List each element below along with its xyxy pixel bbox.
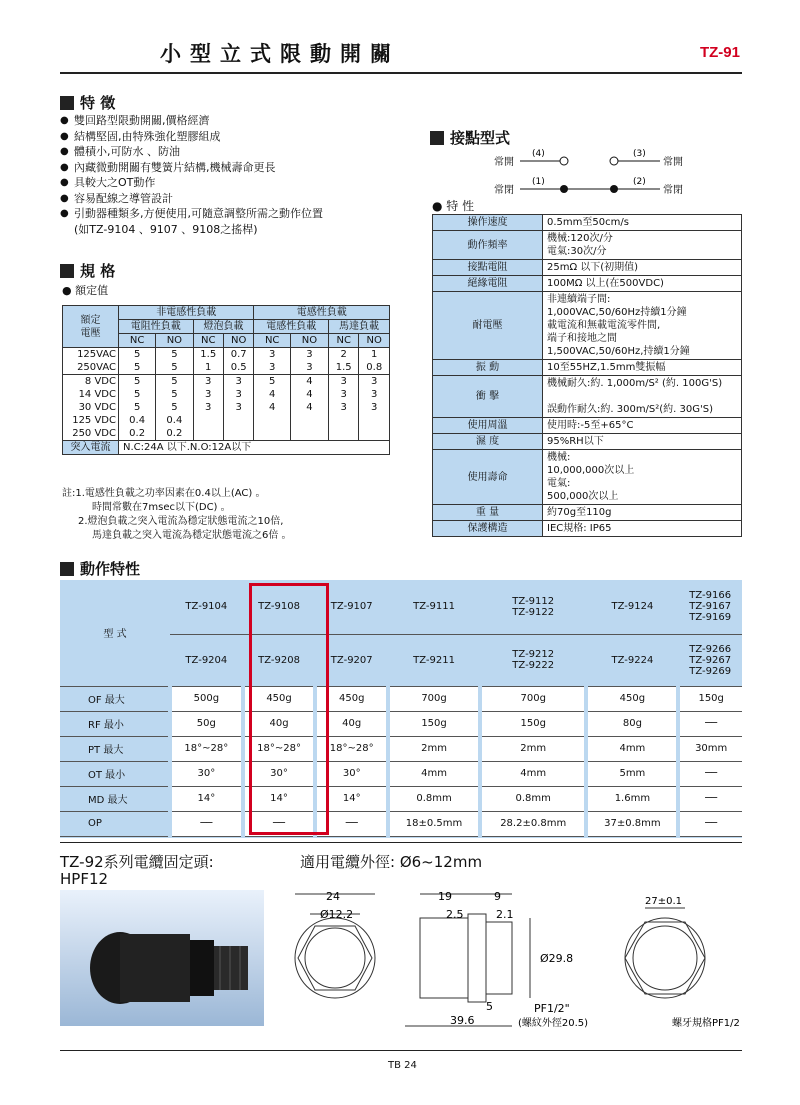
nc-header: NC (254, 334, 290, 348)
spec-value: IEC規格: IP65 (543, 521, 742, 537)
current-cell: 3 (223, 401, 253, 414)
cable-gland-icon (60, 890, 264, 1026)
spec-key: 衝 擊 (433, 376, 543, 418)
current-cell: 3 (254, 361, 290, 375)
dim-24: 24 (326, 890, 340, 903)
action-value: 5mm (586, 761, 678, 786)
rating-row (63, 348, 390, 362)
action-value: 30° (243, 761, 316, 786)
action-value: 700g (388, 686, 480, 711)
model-cell: TZ-9266 TZ-9267 TZ-9269 (678, 634, 742, 686)
model-cell: TZ-9111 (388, 580, 480, 634)
cable-gland-photo (60, 890, 264, 1026)
spec-value: 95%RH以下 (543, 434, 742, 450)
action-row (60, 711, 742, 736)
contact-nc-right: 常閉 (663, 185, 683, 196)
action-value: 14° (170, 786, 243, 811)
spec-key: 重 量 (433, 505, 543, 521)
action-value: 0.8mm (480, 786, 586, 811)
spec-row (433, 360, 742, 376)
voltage-cell: 125VAC (63, 348, 119, 362)
spec-key: 振 動 (433, 360, 543, 376)
voltage-cell: 250VAC (63, 361, 119, 375)
current-cell: 5 (119, 388, 156, 401)
action-value: 700g (480, 686, 586, 711)
dim-39-6: 39.6 (450, 1014, 475, 1027)
action-param: OP (60, 811, 170, 836)
current-cell: 5 (119, 361, 156, 375)
current-cell (328, 414, 358, 427)
action-row (60, 761, 742, 786)
nc-header: NC (193, 334, 223, 348)
spec-key: 濕 度 (433, 434, 543, 450)
dim-9: 9 (494, 890, 501, 903)
model-cell: TZ-9112 TZ-9122 (480, 580, 586, 634)
lamp-header: 燈泡負載 (193, 320, 254, 334)
nc-header: NC (119, 334, 156, 348)
current-cell: 2 (328, 348, 358, 362)
current-cell: 0.8 (359, 361, 390, 375)
action-value: 1.6mm (586, 786, 678, 811)
current-cell: 0.2 (119, 427, 156, 441)
action-value: 28.2±0.8mm (480, 811, 586, 836)
spec-value: 非連續端子間: 1,000VAC,50/60Hz持續1分鐘 載電流和無載電流零件間, 端子和接地之間 1,500VAC,50/60Hz,持續1分鐘 (543, 292, 742, 360)
spec-key: 動作頻率 (433, 231, 543, 260)
rating-row (63, 401, 390, 414)
feature-item: ● 內藏微動開關有雙簧片結構,機械壽命更長 (60, 160, 420, 176)
action-row (60, 811, 742, 836)
action-value: 37±0.8mm (586, 811, 678, 836)
note-2: 2.燈泡負載之突入電流為穩定狀態電流之10倍, (78, 516, 284, 527)
spec-row (433, 521, 742, 537)
spec-value: 25mΩ 以下(初期值) (543, 260, 742, 276)
current-cell: 5 (156, 388, 193, 401)
nc-header: NC (328, 334, 358, 348)
no-header: NO (223, 334, 253, 348)
inrush-value: N.C:24A 以下.N.O:12A以下 (119, 441, 390, 455)
action-value: 18±0.5mm (388, 811, 480, 836)
rating-row (63, 361, 390, 375)
spec-key: 接點電阻 (433, 260, 543, 276)
spec-row (433, 434, 742, 450)
note-1: 註:1.電感性負載之功率因素在0.4以上(AC) 。 (62, 488, 266, 499)
action-value: 150g (480, 711, 586, 736)
action-value: 4mm (586, 736, 678, 761)
current-cell: 0.2 (156, 427, 193, 441)
spec-key: 操作速度 (433, 215, 543, 231)
feature-item-cont: (如TZ-9104 、9107 、9108之搖桿) (74, 222, 258, 236)
current-cell: 5 (156, 375, 193, 389)
current-cell: 3 (193, 375, 223, 389)
action-param: MD 最大 (60, 786, 170, 811)
current-cell: 3 (328, 388, 358, 401)
current-cell: 3 (193, 401, 223, 414)
action-value: 80g (586, 711, 678, 736)
highlight-box (249, 583, 329, 835)
features-list (60, 113, 420, 237)
voltage-cell: 30 VDC (63, 401, 119, 414)
action-value: ── (315, 811, 388, 836)
action-param: PT 最大 (60, 736, 170, 761)
current-cell (223, 414, 253, 427)
action-value: 18°~28° (315, 736, 388, 761)
current-cell: 1 (359, 348, 390, 362)
current-cell: 0.4 (119, 414, 156, 427)
current-cell: 5 (156, 361, 193, 375)
dim-29-8: Ø29.8 (540, 952, 574, 965)
spec-value: 機械耐久:約. 1,000m/S² (約. 100G'S) 誤動作耐久:約. 300m/S²(約. 30G'S) (543, 376, 742, 418)
no-header: NO (290, 334, 328, 348)
model-cell: TZ-9208 (243, 634, 316, 686)
current-cell: 3 (328, 401, 358, 414)
spec-value: 機械: 10,000,000次以上 電氣: 500,000次以上 (543, 450, 742, 505)
current-cell (254, 414, 290, 427)
contact-heading: 接點型式 (430, 127, 510, 148)
current-cell: 4 (290, 401, 328, 414)
action-value: 14° (243, 786, 316, 811)
action-value: ── (678, 711, 742, 736)
current-cell: 3 (359, 401, 390, 414)
feature-item: ● 體積小,可防水 、防油 (60, 144, 420, 160)
type-label: 型 式 (60, 580, 170, 686)
spec-value: 機械:120次/分 電氣:30次/分 (543, 231, 742, 260)
action-value: 4mm (480, 761, 586, 786)
action-value: 30° (170, 761, 243, 786)
action-value: 2mm (480, 736, 586, 761)
page-number: TB 24 (388, 1060, 417, 1071)
current-cell: 5 (156, 401, 193, 414)
spec-value: 0.5mm至50cm/s (543, 215, 742, 231)
current-cell: 4 (254, 401, 290, 414)
rating-notes (62, 487, 292, 543)
action-value: 14° (315, 786, 388, 811)
model-cell: TZ-9108 (243, 580, 316, 634)
dim-thread: (螺紋外徑20.5) (518, 1018, 589, 1029)
spec-value: 10至55HZ,1.5mm雙振幅 (543, 360, 742, 376)
terminal-1: (1) (532, 177, 545, 187)
spec-table (432, 214, 742, 537)
model-cell: TZ-9124 (586, 580, 678, 634)
spec-key: 使用周溫 (433, 418, 543, 434)
current-cell: 3 (359, 388, 390, 401)
voltage-cell: 14 VDC (63, 388, 119, 401)
cable-drawings (290, 886, 760, 1036)
model-cell: TZ-9104 (170, 580, 243, 634)
current-cell (290, 427, 328, 441)
spec-key: 保護構造 (433, 521, 543, 537)
action-value: 450g (586, 686, 678, 711)
action-value: 30mm (678, 736, 742, 761)
current-cell: 4 (254, 388, 290, 401)
current-cell: 5 (119, 401, 156, 414)
page-title: 小型立式限動開關 (160, 42, 400, 66)
ind-header: 電感性負載 (254, 306, 390, 320)
cable-applies: 適用電纜外徑: Ø6~12mm (300, 853, 483, 871)
motor-header: 馬達負載 (328, 320, 389, 334)
model-cell: TZ-9204 (170, 634, 243, 686)
cable-title: TZ-92系列電纜固定頭: (60, 853, 214, 871)
current-cell: 3 (290, 348, 328, 362)
dim-12-2: Ø12.2 (320, 908, 354, 921)
spec-key: 使用壽命 (433, 450, 543, 505)
rating-row (63, 427, 390, 441)
dim-27: 27±0.1 (645, 896, 683, 907)
spec-heading: ● 特 性 (432, 199, 475, 213)
current-cell: 3 (290, 361, 328, 375)
dim-2-1: 2.1 (496, 908, 514, 921)
spec-key: 耐電壓 (433, 292, 543, 360)
voltage-cell: 8 VDC (63, 375, 119, 389)
current-cell: 4 (290, 388, 328, 401)
current-cell (254, 427, 290, 441)
indl-header: 電感性負載 (254, 320, 329, 334)
spec-row (433, 276, 742, 292)
feature-item: ● 結構堅固,由特殊強化塑膠組成 (60, 129, 420, 145)
action-value: ── (678, 786, 742, 811)
spec-row (433, 292, 742, 360)
dim-pf: PF1/2" (534, 1002, 570, 1015)
current-cell: 3 (359, 375, 390, 389)
contact-diagram (480, 144, 720, 200)
action-value: ── (678, 811, 742, 836)
model-cell: TZ-9207 (315, 634, 388, 686)
model-cell: TZ-9107 (315, 580, 388, 634)
feature-item: ● 具較大之OT動作 (60, 175, 420, 191)
spec-row (433, 260, 742, 276)
model-cell: TZ-9166 TZ-9167 TZ-9169 (678, 580, 742, 634)
terminal-2: (2) (633, 177, 646, 187)
model-cell: TZ-9212 TZ-9222 (480, 634, 586, 686)
action-row (60, 736, 742, 761)
action-value: ── (678, 761, 742, 786)
terminal-4: (4) (532, 149, 545, 159)
current-cell: 0.5 (223, 361, 253, 375)
dim-19: 19 (438, 890, 452, 903)
action-table (60, 580, 742, 837)
action-value: 4mm (388, 761, 480, 786)
current-cell: 3 (223, 388, 253, 401)
current-cell: 5 (156, 348, 193, 362)
action-value: 30° (315, 761, 388, 786)
dim-2-5: 2.5 (446, 908, 464, 921)
nonind-header: 非電感性負載 (119, 306, 254, 320)
action-value: 150g (388, 711, 480, 736)
current-cell: 4 (290, 375, 328, 389)
note-1b: 時間常數在7msec以下(DC) 。 (92, 502, 231, 513)
action-rule (60, 842, 742, 843)
spec-row (433, 418, 742, 434)
spec-row (433, 450, 742, 505)
current-cell: 1.5 (193, 348, 223, 362)
spec-row (433, 505, 742, 521)
rating-corner: 額定 電壓 (63, 306, 119, 348)
rating-table (62, 305, 390, 455)
current-cell: 5 (254, 375, 290, 389)
model-cell: TZ-9211 (388, 634, 480, 686)
cable-title-2: HPF12 (60, 870, 109, 888)
spec-row (433, 215, 742, 231)
spec-value: 100MΩ 以上(在500VDC) (543, 276, 742, 292)
spec-value: 約70g至110g (543, 505, 742, 521)
spec-row (433, 376, 742, 418)
current-cell: 5 (119, 375, 156, 389)
terminal-3: (3) (633, 149, 646, 159)
current-cell: 1 (193, 361, 223, 375)
current-cell: 0.4 (156, 414, 193, 427)
current-cell: 3 (193, 388, 223, 401)
current-cell (223, 427, 253, 441)
current-cell: 3 (328, 375, 358, 389)
header-rule (60, 72, 742, 74)
res-header: 電阻性負載 (119, 320, 194, 334)
current-cell (328, 427, 358, 441)
current-cell: 1.5 (328, 361, 358, 375)
action-param: OF 最大 (60, 686, 170, 711)
current-cell (359, 427, 390, 441)
action-value: 50g (170, 711, 243, 736)
action-heading: 動作特性 (60, 558, 140, 579)
feature-item: ● 引動器種類多,方便使用,可隨意調整所需之動作位置 (60, 206, 420, 222)
model-cell: TZ-9224 (586, 634, 678, 686)
contact-no-left: 常開 (494, 157, 514, 168)
spec-row (433, 231, 742, 260)
action-param: OT 最小 (60, 761, 170, 786)
rating-subtitle: ● 額定值 (62, 284, 109, 297)
model-number: TZ-91 (699, 44, 740, 61)
dim-thread-2: 螺牙規格PF1/2 (672, 1018, 740, 1029)
action-value: 2mm (388, 736, 480, 761)
features-heading: 特 徵 (60, 92, 115, 113)
note-2b: 馬達負載之突入電流為穩定狀態電流之6倍 。 (92, 530, 292, 541)
no-header: NO (359, 334, 390, 348)
rating-row (63, 375, 390, 389)
spec-key: 絕緣電阻 (433, 276, 543, 292)
voltage-cell: 250 VDC (63, 427, 119, 441)
current-cell: 3 (254, 348, 290, 362)
action-value: 450g (243, 686, 316, 711)
current-cell (193, 427, 223, 441)
rating-row (63, 388, 390, 401)
action-value: 40g (243, 711, 316, 736)
rating-heading: 規 格 (60, 260, 115, 281)
action-value: ── (243, 811, 316, 836)
action-row (60, 686, 742, 711)
action-value: 500g (170, 686, 243, 711)
dim-5: 5 (486, 1000, 493, 1013)
action-value: 40g (315, 711, 388, 736)
action-value: 18°~28° (243, 736, 316, 761)
voltage-cell: 125 VDC (63, 414, 119, 427)
current-cell: 5 (119, 348, 156, 362)
current-cell: 3 (223, 375, 253, 389)
contact-nc-left: 常閉 (494, 185, 514, 196)
current-cell: 0.7 (223, 348, 253, 362)
no-header: NO (156, 334, 193, 348)
inrush-label: 突入電流 (63, 441, 119, 455)
current-cell (193, 414, 223, 427)
feature-item: ● 容易配線之導管設計 (60, 191, 420, 207)
contact-no-right: 常開 (663, 157, 683, 168)
spec-value: 使用時:-5至+65°C (543, 418, 742, 434)
action-value: 150g (678, 686, 742, 711)
rating-row (63, 414, 390, 427)
action-value: 18°~28° (170, 736, 243, 761)
action-value: ── (170, 811, 243, 836)
action-row (60, 786, 742, 811)
action-param: RF 最小 (60, 711, 170, 736)
footer-rule (60, 1050, 742, 1051)
current-cell (290, 414, 328, 427)
current-cell (359, 414, 390, 427)
feature-item: ● 雙回路型限動開關,價格經濟 (60, 113, 420, 129)
action-value: 450g (315, 686, 388, 711)
action-value: 0.8mm (388, 786, 480, 811)
